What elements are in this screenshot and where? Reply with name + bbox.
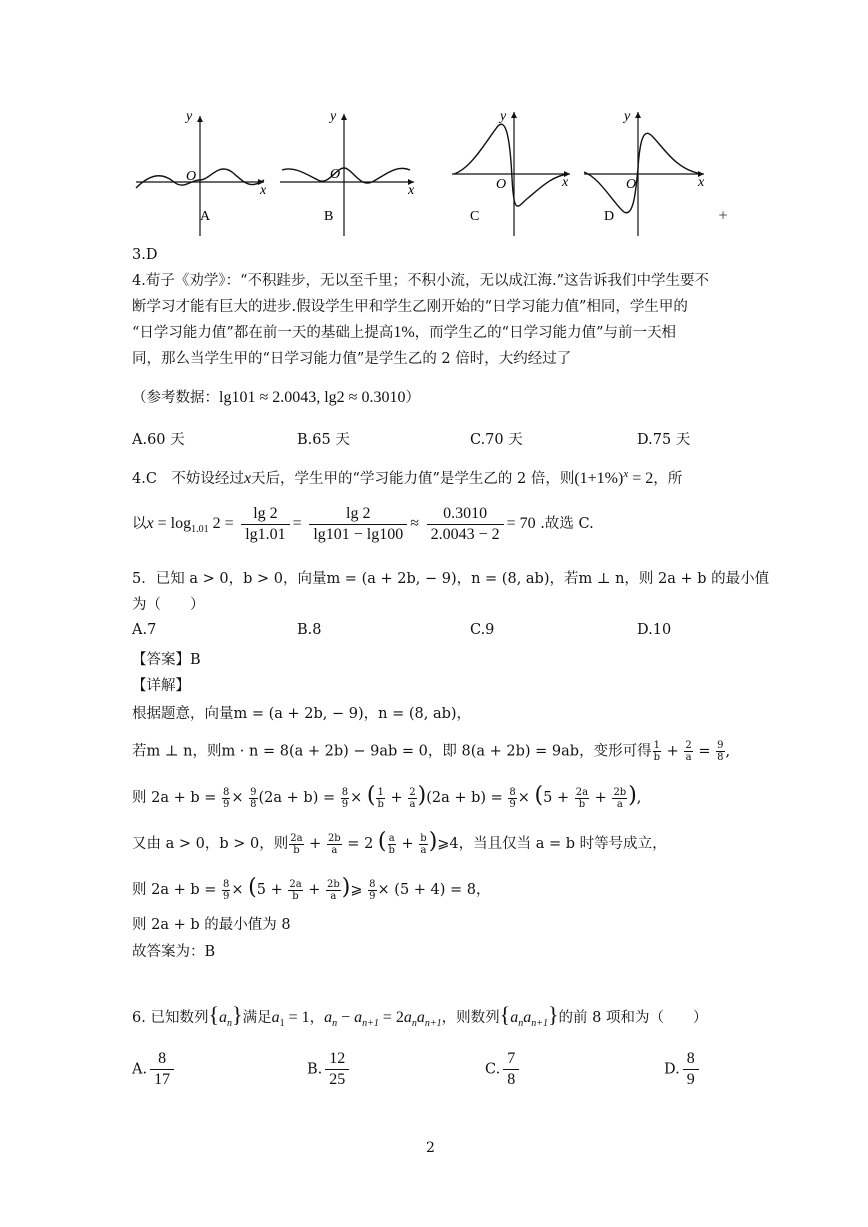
q5-step-1: 根据题意，向量m = (a + 2b, − 9)，n = (8, ab)， xyxy=(132,706,472,722)
q5-step-6: 则 2a + b 的最小值为 8 xyxy=(132,917,291,933)
graph-b-y-label: y xyxy=(330,109,337,124)
graph-c-x-label: x xyxy=(562,175,569,190)
q4-line-3a: “日学习能力值”都在前一天的基础上提高 xyxy=(132,325,394,341)
q6-mid1: 满足 xyxy=(242,1010,272,1026)
q4-sol-eq: (1+1%) xyxy=(574,469,624,487)
q4-fraction-1: $\frac{\lg 2}{\lg 1.01}$ xyxy=(241,505,289,544)
q5-option-d: D.10 xyxy=(637,622,672,638)
q6-option-b: B. $\frac{12}{25}$ xyxy=(307,1050,352,1089)
q6-suffix: 的前 8 项和为（ ） xyxy=(558,1010,708,1026)
q5-line-2: 为（ ） xyxy=(132,597,205,613)
graph-c xyxy=(452,108,592,240)
q4-option-d: D.75 天 xyxy=(637,432,691,448)
q5-step-7: 故答案为：B xyxy=(132,944,216,960)
q5-step-2: 若m ⊥ n，则m · n = 8(a + 2b) − 9ab = 0，即 8(a + 2b) = 9ab，变形可得 $\frac{1}{b}$ + $\frac{2}{a}$ = $\frac{9}{8}$ , xyxy=(132,740,731,763)
q5-step-5-text: 则 2a + b = xyxy=(132,882,217,898)
q4-sol2-x: x xyxy=(146,515,154,532)
q5-step-4: 又由 a > 0，b > 0，则 $\frac{2a}{b}$ + $\frac{2b}{a}$ = 2 ( $\frac{a}{b}$ + $\frac{b}{a}$ )⩾4，当且仅当 a = b 时等号成立， xyxy=(132,829,667,856)
page-number: 2 xyxy=(426,1140,435,1156)
graph-a-label: A xyxy=(200,209,211,224)
q6-prefix: 6. 已知数列 xyxy=(132,1010,209,1026)
q4-option-c: C.70 天 xyxy=(470,432,523,448)
q4-sol2-base: 1.01 xyxy=(191,523,209,535)
q6-option-c: C. $\frac{7}{8}$ xyxy=(485,1050,522,1089)
q4-fraction-2: $\frac{\lg 2}{\lg 101 - \lg 100}$ xyxy=(309,505,407,544)
q4-sol2-suffix: .故选 C. xyxy=(535,516,594,532)
graph-c-y-label: y xyxy=(500,109,507,124)
q4-line-2: 断学习才能有巨大的进步.假设学生甲和学生乙刚开始的“日学习能力值”相同，学生甲的 xyxy=(132,299,688,315)
q4-sol2-prefix: 以 xyxy=(132,516,147,532)
q4-option-a: A.60 天 xyxy=(132,432,185,448)
q5-step-5: 则 2a + b = $\frac{8}{9}$ × (5 + $\frac{2a}{b}$ + $\frac{2b}{a}$ )⩾ $\frac{8}{9}$ × (5 + 4) = 8， xyxy=(132,875,491,902)
q4-sol-eq2: = 2 xyxy=(628,469,654,487)
q4-ref-suffix: ） xyxy=(405,390,420,406)
q5-step-4-tail: 当且仅当 a = b 时等号成立， xyxy=(473,836,667,852)
q4-sol-x: x xyxy=(243,469,252,487)
q5-detail-heading: 【详解】 xyxy=(132,678,190,694)
q6-option-a: A. $\frac{8}{17}$ xyxy=(132,1050,177,1089)
q5-option-b: B.8 xyxy=(297,622,322,638)
q4-solution-line-2: 以$x = \log_{1.01} 2$ = $\frac{\lg 2}{\lg 1.01}$ = $\frac{\lg 2}{\lg 101 - \lg 100}$ ≈ $\frac{0.3010}{2.0043 - 2}$ = 70 .故选 C. xyxy=(132,504,594,543)
q6-option-d: D. $\frac{8}{9}$ xyxy=(664,1050,702,1089)
graph-b-x-label: x xyxy=(408,183,415,198)
q4-line-4: 同，那么当学生甲的“日学习能力值”是学生乙的 2 倍时，大约经过了 xyxy=(132,351,572,367)
graph-a-y-label: y xyxy=(186,109,193,124)
graph-d-label: D xyxy=(604,209,615,224)
q4-sol2-eq2: 2 = xyxy=(208,515,234,532)
q4-ref-prefix: （参考数据： xyxy=(132,390,219,406)
q4-sol2-eq: = log xyxy=(153,515,192,532)
q4-sol2-end: = 70 xyxy=(506,515,536,532)
q6-stem: 6. 已知数列$\{a_n\}$满足$a_1 = 1$，$a_n - a_{n+1} = 2a_na_{n+1}$，则数列$\{a_na_{n+1}\}$的前 8 项和为（ ） xyxy=(132,1002,708,1030)
q6-mid2: ， xyxy=(309,1010,325,1026)
q4-sol-c: ，所 xyxy=(653,470,683,487)
graph-b-label: B xyxy=(324,209,334,224)
q5-step-3: 则 2a + b = $\frac{8}{9}$ × $\frac{9}{8}$ (2a + b) = $\frac{8}{9}$ × ( $\frac{1}{b}$ + $\frac{2}{a}$ )(2a + b) = $\frac{8}{9}$ × (5 + $\frac{2a}{b}$ + $\frac{2b}{a}$ ), xyxy=(132,783,642,810)
margin-mark: + xyxy=(718,208,729,222)
q4-line-1: 4.荀子《劝学》：“不积跬步，无以至千里；不积小流，无以成江海.”这告诉我们中学生要不 xyxy=(132,273,710,289)
q4-sol-a: 4.C 不妨设经过 xyxy=(132,470,244,487)
graph-d xyxy=(584,108,724,240)
q4-percent: 1% xyxy=(393,324,415,341)
q4-line-3 xyxy=(132,323,676,343)
graph-a-origin-label: O xyxy=(186,169,197,184)
graph-d-y-label: y xyxy=(624,109,631,124)
q3-answer: 3.D xyxy=(132,247,158,263)
q5-option-c: C.9 xyxy=(470,622,495,638)
q4-solution-line-1 xyxy=(132,464,682,489)
graph-d-x-label: x xyxy=(698,175,705,190)
q5-option-a: A.7 xyxy=(132,622,157,638)
q4-sol-exp: x xyxy=(623,468,629,480)
q4-line-3c: ，而学生乙的“日学习能力值”与前一天相 xyxy=(414,325,676,341)
q5-line-1: 5．已知 a > 0，b > 0，向量m = (a + 2b, − 9)，n = (8, ab)，若m ⊥ n，则 2a + b 的最小值 xyxy=(132,571,770,587)
q4-sol-b: 天后，学生甲的“学习能力值”是学生乙的 2 倍，则 xyxy=(251,470,575,487)
q5-answer: 【答案】B xyxy=(132,652,201,668)
q5-step-4-text: 又由 a > 0，b > 0，则 xyxy=(132,836,289,852)
graph-c-label: C xyxy=(470,209,480,224)
q4-ref-math: lg101 ≈ 2.0043, lg2 ≈ 0.3010 xyxy=(219,389,406,406)
q6-mid3: ，则数列 xyxy=(441,1010,500,1026)
q5-step-2-text: 若m ⊥ n，则m · n = 8(a + 2b) − 9ab = 0，即 8(a + 2b) = 9ab，变形可得 xyxy=(132,743,652,760)
graph-d-origin-label: O xyxy=(626,177,637,192)
graph-a-x-label: x xyxy=(260,183,267,198)
graph-b-origin-label: O xyxy=(330,167,341,182)
graph-c-origin-label: O xyxy=(496,177,507,192)
graph-a xyxy=(132,108,272,240)
q4-option-b: B.65 天 xyxy=(297,432,350,448)
q4-fraction-3: $\frac{0.3010}{2.0043 - 2}$ xyxy=(427,505,504,544)
q4-reference xyxy=(132,388,420,408)
q5-step-3-text: 则 2a + b = xyxy=(132,790,217,806)
graph-b xyxy=(280,108,420,240)
